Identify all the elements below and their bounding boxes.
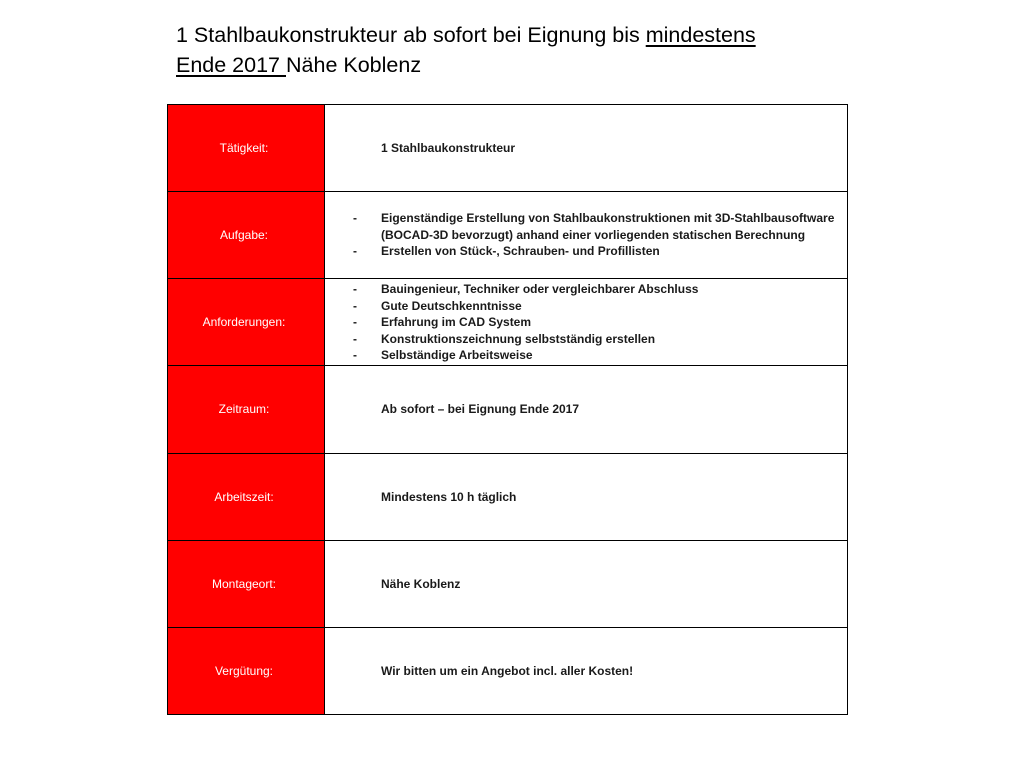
value-arbeitszeit: Mindestens 10 h täglich — [325, 453, 848, 540]
label-aufgabe: Aufgabe: — [168, 192, 325, 279]
page-title — [176, 20, 876, 80]
aufgabe-list — [325, 210, 847, 260]
table-row-taetigkeit — [168, 105, 848, 192]
job-details-table — [167, 104, 848, 715]
list-item: - Gute Deutschkenntnisse — [353, 298, 839, 315]
table-row-anforderungen — [168, 279, 848, 366]
value-verguetung: Wir bitten um ein Angebot incl. aller Kosten! — [325, 627, 848, 714]
table-row-montageort — [168, 540, 848, 627]
anforderungen-list — [325, 281, 847, 364]
list-item: - Erstellen von Stück-, Schrauben- und Profillisten — [353, 243, 839, 260]
table-row-aufgabe — [168, 192, 848, 279]
list-item: - Selbständige Arbeitsweise — [353, 347, 839, 364]
label-anforderungen: Anforderungen: — [168, 279, 325, 366]
label-verguetung: Vergütung: — [168, 627, 325, 714]
value-anforderungen — [325, 279, 848, 366]
label-montageort: Montageort: — [168, 540, 325, 627]
title-text-end-date: Ende 2017 — [176, 53, 286, 77]
value-zeitraum: Ab sofort – bei Eignung Ende 2017 — [325, 366, 848, 453]
label-zeitraum: Zeitraum: — [168, 366, 325, 453]
title-text-main: 1 Stahlbaukonstrukteur ab sofort bei Eignung bis — [176, 23, 646, 47]
table-row-zeitraum — [168, 366, 848, 453]
value-montageort: Nähe Koblenz — [325, 540, 848, 627]
table-row-arbeitszeit — [168, 453, 848, 540]
label-taetigkeit: Tätigkeit: — [168, 105, 325, 192]
title-text-location: Nähe Koblenz — [286, 53, 422, 77]
list-item: - Erfahrung im CAD System — [353, 314, 839, 331]
list-item: - Bauingenieur, Techniker oder vergleichbarer Abschluss — [353, 281, 839, 298]
list-item: - Konstruktionszeichnung selbstständig erstellen — [353, 331, 839, 348]
list-item: - Eigenständige Erstellung von Stahlbaukonstruktionen mit 3D-Stahlbausoftware (BOCAD-3D bevorzugt) anhand einer vorliegenden statischen Berechnung — [353, 210, 839, 243]
value-aufgabe — [325, 192, 848, 279]
title-text-mindestens: mindestens — [645, 23, 756, 47]
table-row-verguetung — [168, 627, 848, 714]
label-arbeitszeit: Arbeitszeit: — [168, 453, 325, 540]
value-taetigkeit: 1 Stahlbaukonstrukteur — [325, 105, 848, 192]
